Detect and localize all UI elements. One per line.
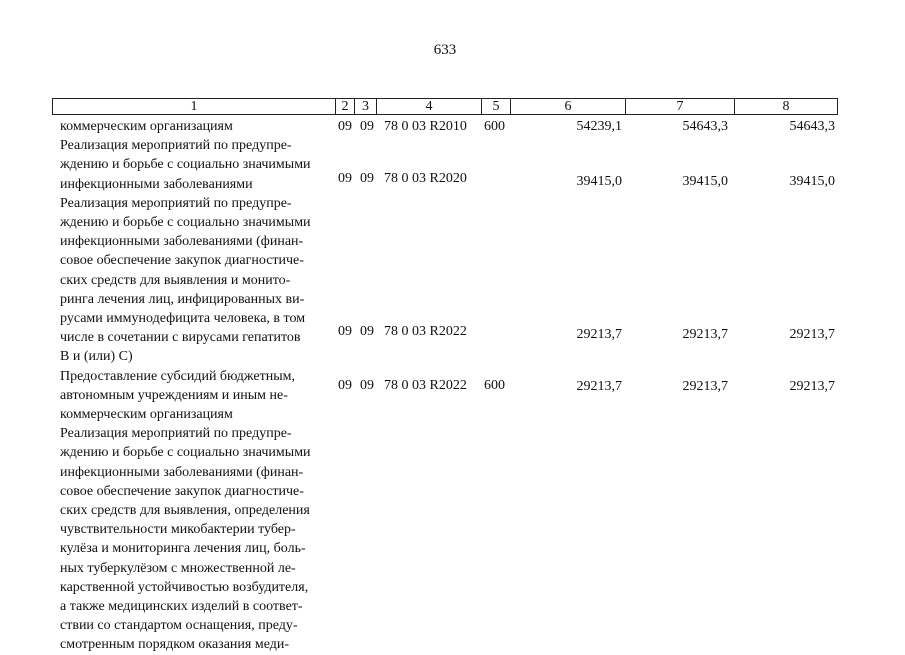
description-line: коммерческим организациям — [60, 407, 233, 423]
cell-expense-type: 600 — [484, 119, 505, 134]
description-line: автономным учреждениям и иным не- — [60, 387, 288, 403]
cell-target-article: 78 0 03 R2022 — [384, 324, 467, 339]
header-col-4: 4 — [377, 99, 482, 114]
cell-section: 09 — [338, 171, 352, 186]
cell-value-7: 54643,3 — [682, 119, 728, 134]
header-col-3: 3 — [355, 99, 377, 114]
description-line: числе в сочетании с вирусами гепатитов — [60, 330, 301, 346]
cell-value-6: 29213,7 — [576, 379, 622, 394]
description-line: В и (или) С) — [60, 349, 133, 365]
description-line: Реализация мероприятий по предупре- — [60, 426, 292, 442]
cell-value-6: 54239,1 — [576, 119, 622, 134]
header-col-1: 1 — [53, 99, 336, 114]
cell-subsection: 09 — [360, 378, 374, 393]
header-col-2: 2 — [336, 99, 355, 114]
cell-subsection: 09 — [360, 171, 374, 186]
description-line: инфекционными заболеваниями (финан- — [60, 464, 304, 480]
description-line: коммерческим организациям — [60, 119, 233, 134]
cell-value-8: 39415,0 — [789, 174, 835, 189]
description-line: совое обеспечение закупок диагностиче- — [60, 253, 304, 269]
description-line: ных туберкулёзом с множественной ле- — [60, 560, 296, 576]
description-line: а также медицинских изделий в соответ- — [60, 599, 303, 615]
description-line: ствии со стандартом оснащения, преду- — [60, 618, 298, 634]
cell-target-article: 78 0 03 R2022 — [384, 378, 467, 393]
cell-value-8: 29213,7 — [789, 379, 835, 394]
cell-value-7: 39415,0 — [682, 174, 728, 189]
description-line: смотренным порядком оказания меди- — [60, 637, 290, 653]
cell-value-7: 29213,7 — [682, 379, 728, 394]
description-line: инфекционными заболеваниями — [60, 176, 253, 192]
description-line: кулёза и мониторинга лечения лиц, боль- — [60, 541, 306, 557]
cell-subsection: 09 — [360, 119, 374, 134]
description-line: Реализация мероприятий по предупре- — [60, 138, 292, 154]
description-line: инфекционными заболеваниями (финан- — [60, 234, 304, 250]
cell-target-article: 78 0 03 R2020 — [384, 171, 467, 186]
page-number: 633 — [433, 42, 457, 58]
description-line: ских средств для выявления и монито- — [60, 272, 291, 288]
description-line: совое обеспечение закупок диагностиче- — [60, 483, 304, 499]
cell-value-6: 39415,0 — [576, 174, 622, 189]
description-line: ждению и борьбе с социально значимыми — [60, 445, 311, 461]
description-line: ринга лечения лиц, инфицированных ви- — [60, 291, 305, 307]
cell-subsection: 09 — [360, 324, 374, 339]
cell-expense-type: 600 — [484, 378, 505, 393]
description-line: ждению и борьбе с социально значимыми — [60, 157, 311, 173]
cell-section: 09 — [338, 324, 352, 339]
cell-section: 09 — [338, 378, 352, 393]
table-header-row — [52, 98, 838, 115]
cell-target-article: 78 0 03 R2010 — [384, 119, 467, 134]
header-col-8: 8 — [782, 99, 790, 114]
header-col-5: 5 — [482, 99, 511, 114]
description-line: ских средств для выявления, определения — [60, 503, 310, 519]
description-column — [60, 117, 332, 655]
description-line: Предоставление субсидий бюджетным, — [60, 368, 296, 384]
description-line: чувствительности микобактерии тубер- — [60, 522, 296, 538]
cell-value-8: 29213,7 — [789, 327, 835, 342]
header-col-7: 7 — [626, 99, 735, 114]
description-line: русами иммунодефицита человека, в том — [60, 311, 306, 327]
header-col-6: 6 — [511, 99, 626, 114]
description-line: карственной устойчивостью возбудителя, — [60, 579, 309, 595]
description-line: ждению и борьбе с социально значимыми — [60, 215, 311, 231]
cell-value-8: 54643,3 — [789, 119, 835, 134]
description-line: Реализация мероприятий по предупре- — [60, 195, 292, 211]
cell-value-7: 29213,7 — [682, 327, 728, 342]
cell-section: 09 — [338, 119, 352, 134]
cell-value-6: 29213,7 — [576, 327, 622, 342]
